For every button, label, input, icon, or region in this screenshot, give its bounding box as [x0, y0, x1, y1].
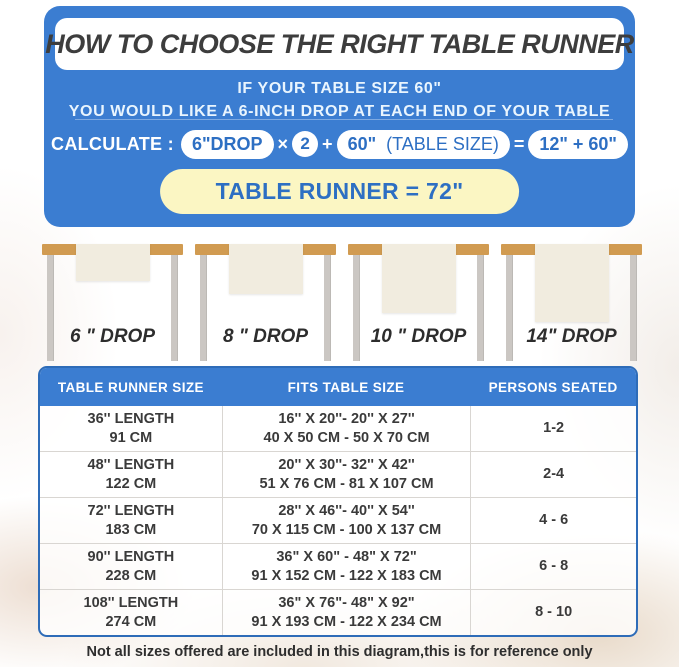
- divider-line: [75, 119, 613, 120]
- times-operator: ×: [277, 133, 289, 154]
- table-size-caption: (TABLE SIZE): [386, 133, 499, 154]
- persons-cell: 8 - 10: [470, 590, 636, 635]
- table-diagram-6in: [42, 228, 183, 368]
- fits-size-cell: 36" X 60" - 48" X 72" 91 X 152 CM - 122 X 183 CM: [222, 544, 471, 589]
- calculate-label: CALCULATE :: [51, 133, 174, 154]
- table-row: [40, 543, 636, 589]
- runner-size-cell: 72'' LENGTH 183 CM: [87, 502, 175, 538]
- sum-pill: 12" + 60": [528, 130, 628, 159]
- size-chart-table: [38, 366, 638, 637]
- title-box: [45, 18, 634, 70]
- runner-size-cell: 108'' LENGTH 274 CM: [83, 594, 179, 630]
- page-title: HOW TO CHOOSE THE RIGHT TABLE RUNNER: [45, 28, 634, 59]
- table-body: [40, 406, 636, 635]
- table-runner: [229, 244, 303, 294]
- col-header-persons: PERSONS SEATED: [488, 379, 618, 395]
- table-size-pill: [337, 130, 510, 159]
- table-runner: [76, 244, 150, 281]
- plus-operator: +: [322, 133, 333, 154]
- two-circle: 2: [292, 131, 318, 157]
- table-header-row: [40, 368, 636, 406]
- table-diagram-8in: [195, 228, 336, 368]
- equals-operator: =: [513, 133, 525, 154]
- fits-size-cell: 36" X 76"- 48" X 92" 91 X 193 CM - 122 X 234 CM: [222, 590, 471, 635]
- disclaimer-text: Not all sizes offered are included in this diagram,this is for reference only: [86, 644, 593, 660]
- runner-size-cell: 90'' LENGTH 228 CM: [87, 548, 175, 584]
- col-header-runner-size: TABLE RUNNER SIZE: [57, 379, 204, 395]
- drop-pill: 6"DROP: [181, 130, 274, 159]
- table-row: [40, 497, 636, 543]
- persons-cell: 1-2: [470, 406, 636, 451]
- runner-size-cell: 48'' LENGTH 122 CM: [87, 456, 175, 492]
- intro-line-2: YOU WOULD LIKE A 6-INCH DROP AT EACH END OF YOUR TABLE: [68, 103, 611, 120]
- runner-size-cell: 36'' LENGTH 91 CM: [87, 410, 175, 446]
- hero-panel: [44, 6, 635, 227]
- calculation-row: [44, 128, 635, 160]
- table-diagram-14in: [501, 228, 642, 368]
- fits-size-cell: 28'' X 46''- 40'' X 54'' 70 X 115 CM - 100 X 137 CM: [222, 498, 471, 543]
- persons-cell: 6 - 8: [470, 544, 636, 589]
- fits-size-cell: 20'' X 30''- 32'' X 42'' 51 X 76 CM - 81 X 107 CM: [222, 452, 471, 497]
- drop-diagrams: [36, 228, 648, 368]
- intro-line-1: IF YOUR TABLE SIZE 60": [237, 80, 442, 97]
- fits-size-cell: 16'' X 20''- 20'' X 27'' 40 X 50 CM - 50 X 70 CM: [222, 406, 471, 451]
- table-row: [40, 451, 636, 497]
- col-header-fits-table: FITS TABLE SIZE: [287, 379, 405, 395]
- drop-label: 6 " DROP: [69, 326, 156, 347]
- table-row: [40, 406, 636, 451]
- table-size-value: 60": [347, 133, 377, 154]
- persons-cell: 4 - 6: [470, 498, 636, 543]
- drop-label: 8 " DROP: [222, 326, 309, 347]
- drop-label: 10 " DROP: [370, 326, 467, 347]
- persons-cell: 2-4: [470, 452, 636, 497]
- table-runner: [535, 244, 609, 322]
- table-row: [40, 589, 636, 635]
- runner-result-pill: TABLE RUNNER = 72": [160, 169, 520, 214]
- drop-label: 14" DROP: [526, 326, 617, 347]
- table-diagram-10in: [348, 228, 489, 368]
- table-runner: [382, 244, 456, 313]
